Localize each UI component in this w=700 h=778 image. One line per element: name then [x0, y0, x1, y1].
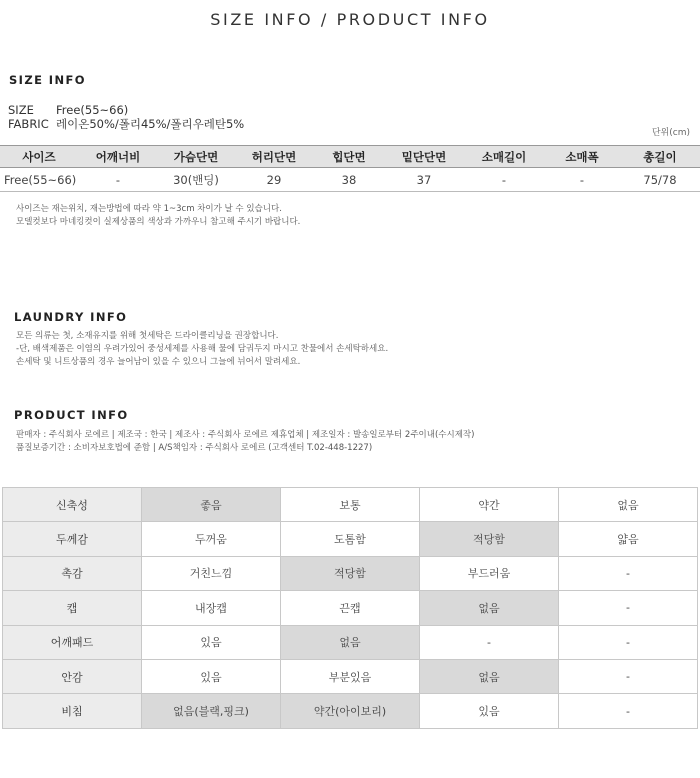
spec-fabric-key: FABRIC: [8, 117, 49, 131]
spec-size-value: Free(55~66): [56, 103, 129, 117]
attribute-option: 적당함: [281, 556, 420, 590]
attribute-label: 비침: [3, 694, 142, 728]
unit-label: 단위(cm): [651, 128, 690, 138]
table-cell: Free(55~66): [0, 168, 78, 192]
attribute-label: 캡: [3, 591, 142, 625]
table-cell: 29: [234, 168, 314, 192]
attribute-option: 약간(아이보리): [281, 694, 420, 728]
attribute-option: 좋음: [142, 488, 281, 522]
note-line: 품질보증기간 : 소비자보호법에 준함 | A/S책임자 : 주식회사 로에르 (고객센터 T.02-448-1227): [16, 443, 373, 453]
spec-size-key: SIZE: [8, 103, 34, 117]
attribute-table: [2, 487, 698, 729]
size-table-header: [0, 146, 700, 168]
table-cell: -: [544, 168, 620, 192]
attribute-row: [3, 591, 698, 625]
page-title: SIZE INFO / PRODUCT INFO: [210, 10, 490, 29]
attribute-row: [3, 694, 698, 728]
attribute-label: 촉감: [3, 556, 142, 590]
attribute-label: 두께감: [3, 522, 142, 556]
attribute-option: 거친느낌: [142, 556, 281, 590]
attribute-row: [3, 522, 698, 556]
attribute-option: 없음(블랙,핑크): [142, 694, 281, 728]
header-cell: 사이즈: [0, 146, 78, 168]
note-line: 사이즈는 재는위치, 재는방법에 따라 약 1~3cm 차이가 날 수 있습니다.: [16, 204, 282, 214]
attribute-option: -: [420, 625, 559, 659]
note-line: 모든 의류는 첫, 소재유지를 위해 첫세탁은 드라이클리닝을 권장합니다.: [16, 331, 279, 341]
table-cell: 75/78: [620, 168, 700, 192]
attribute-option: -: [559, 556, 698, 590]
spec-size: [8, 103, 128, 117]
table-row: [0, 168, 700, 192]
attribute-option: -: [559, 591, 698, 625]
attribute-option: 적당함: [420, 522, 559, 556]
attribute-option: 부분있음: [281, 659, 420, 693]
header-cell: 소매길이: [464, 146, 544, 168]
attribute-label: 어깨패드: [3, 625, 142, 659]
attribute-option: -: [559, 659, 698, 693]
attribute-row: [3, 556, 698, 590]
note-line: 모델컷보다 마네킹컷이 실제상품의 색상과 가까우니 참고해 주시기 바랍니다.: [16, 217, 301, 227]
header-cell: 총길이: [620, 146, 700, 168]
attribute-option: 없음: [559, 488, 698, 522]
attribute-option: -: [559, 694, 698, 728]
spec-fabric: [8, 116, 244, 132]
header-cell: 소매폭: [544, 146, 620, 168]
attribute-option: 얇음: [559, 522, 698, 556]
attribute-option: 있음: [142, 625, 281, 659]
table-cell: 37: [384, 168, 464, 192]
table-cell: 38: [314, 168, 384, 192]
header-cell: 어깨너비: [78, 146, 158, 168]
attribute-label: 신축성: [3, 488, 142, 522]
attribute-option: 도톰함: [281, 522, 420, 556]
attribute-option: -: [559, 625, 698, 659]
attribute-row: [3, 659, 698, 693]
table-cell: -: [78, 168, 158, 192]
attribute-option: 끈캡: [281, 591, 420, 625]
attribute-option: 보통: [281, 488, 420, 522]
header-cell: 밑단단면: [384, 146, 464, 168]
attribute-label: 안감: [3, 659, 142, 693]
attribute-row: [3, 488, 698, 522]
attribute-option: 있음: [142, 659, 281, 693]
table-cell: 30(밴딩): [158, 168, 234, 192]
note-line: 판매자 : 주식회사 로에르 | 제조국 : 한국 | 제조사 : 주식회사 로에르 제휴업체 | 제조일자 : 발송일로부터 2주이내(수시제작): [16, 430, 475, 440]
attribute-option: 내장캡: [142, 591, 281, 625]
attribute-option: 없음: [420, 659, 559, 693]
header-cell: 힙단면: [314, 146, 384, 168]
attribute-option: 부드러움: [420, 556, 559, 590]
product-info-title: PRODUCT INFO: [14, 408, 129, 422]
attribute-option: 있음: [420, 694, 559, 728]
product-notes: [16, 429, 474, 455]
attribute-option: 두꺼움: [142, 522, 281, 556]
attribute-option: 없음: [420, 591, 559, 625]
size-table: [0, 145, 700, 192]
laundry-notes: [16, 330, 388, 369]
table-cell: -: [464, 168, 544, 192]
header-cell: 허리단면: [234, 146, 314, 168]
laundry-info-title: LAUNDRY INFO: [14, 310, 128, 324]
spec-fabric-value: 레이온50%/폴리45%/폴리우레탄5%: [56, 117, 245, 131]
attribute-option: 약간: [420, 488, 559, 522]
note-line: -단, 배색제품은 이염의 우려가있어 중성세제를 사용해 물에 담궈두지 마시고 찬물에서 손세탁하세요.: [16, 344, 389, 354]
note-line: 손세탁 및 니트상품의 경우 늘어남이 있을 수 있으니 그늘에 뉘어서 말려세요.: [16, 357, 301, 367]
header-cell: 가슴단면: [158, 146, 234, 168]
attribute-row: [3, 625, 698, 659]
attribute-option: 없음: [281, 625, 420, 659]
size-info-title: SIZE INFO: [9, 73, 86, 87]
size-notes: [16, 203, 300, 229]
